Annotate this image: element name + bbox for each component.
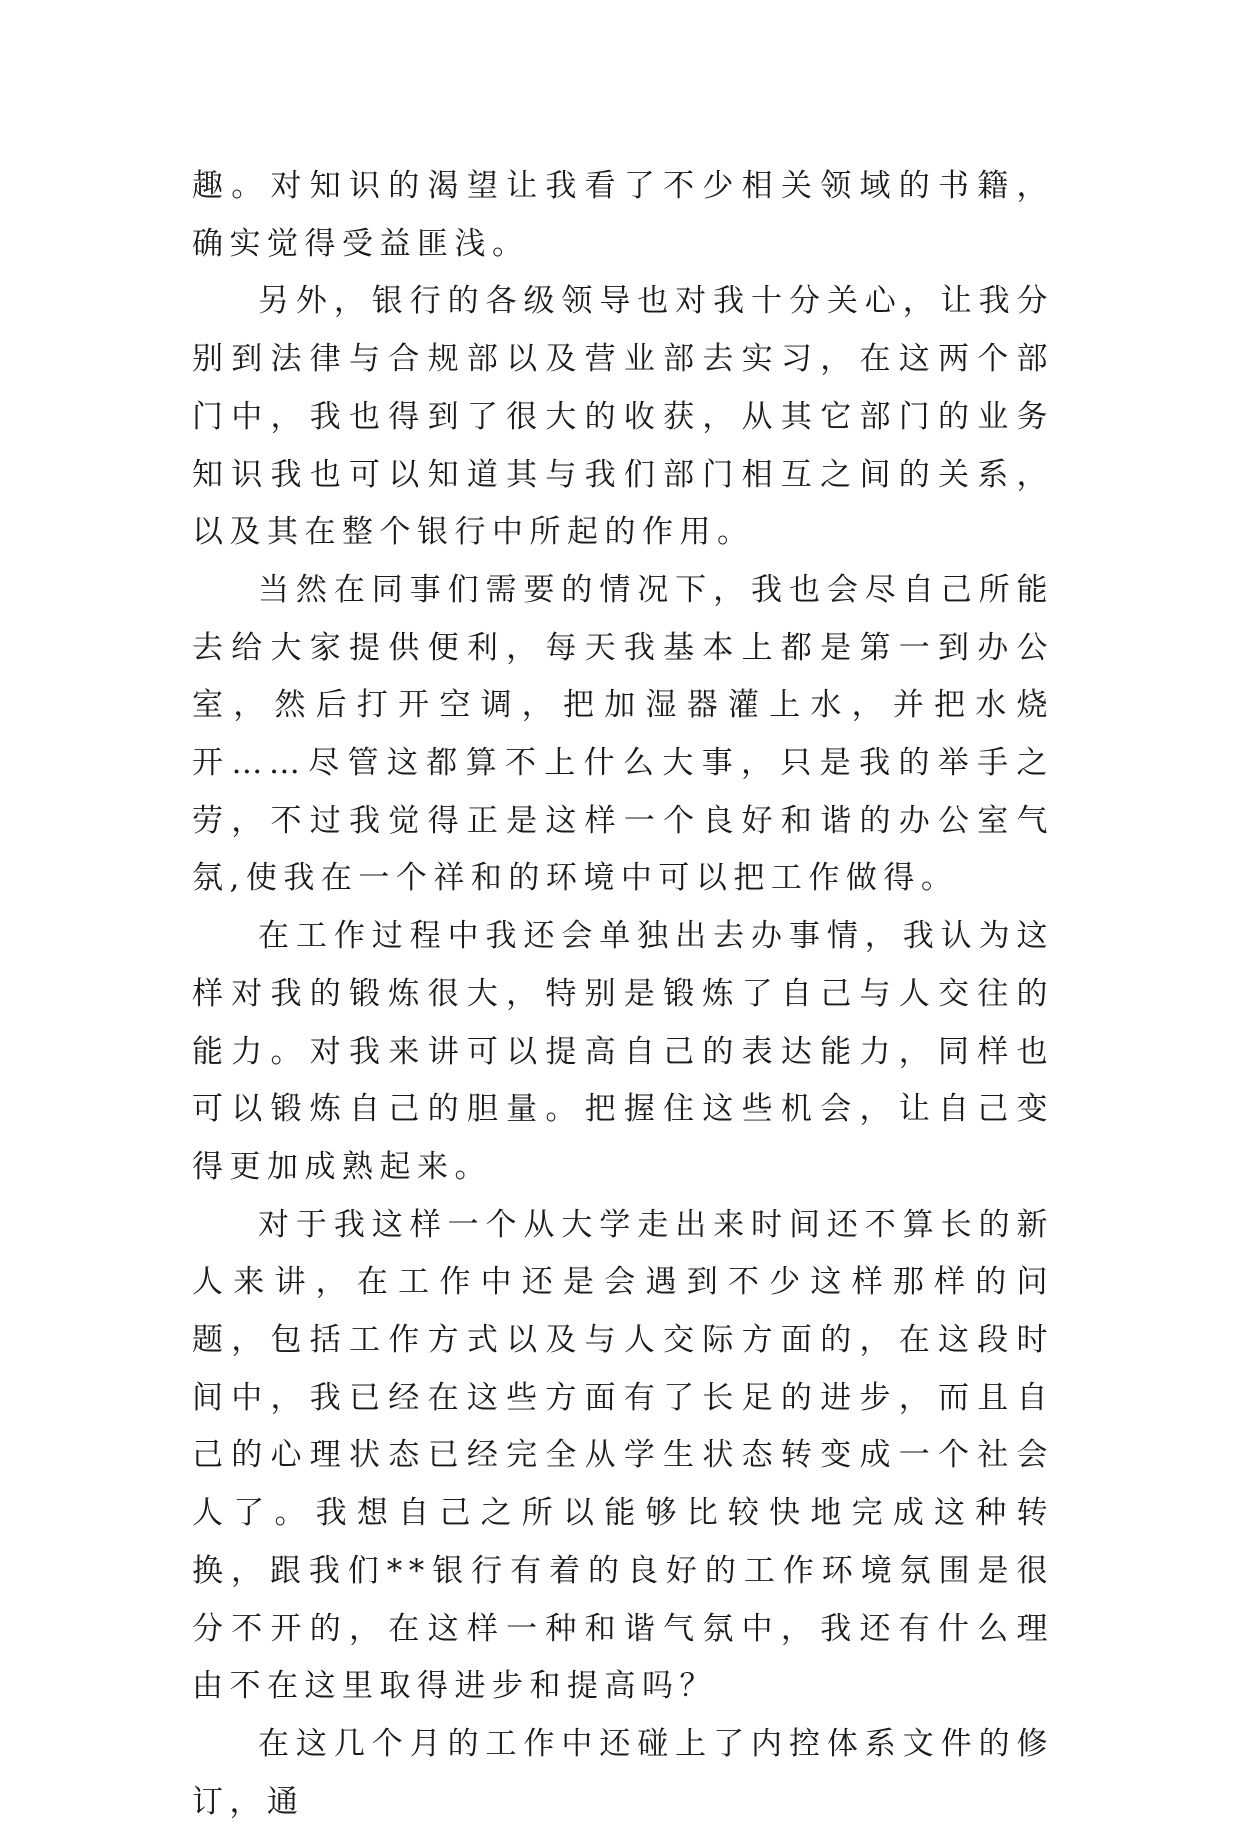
paragraph-2: 另外，银行的各级领导也对我十分关心，让我分别到法律与合规部以及营业部去实习，在这两个部门中，我也得到了很大的收获，从其它部门的业务知识我也可以知道其与我们部门相互之间的关系，以及其在整个银行中所起的作用。 (192, 283, 1054, 551)
paragraph-3: 当然在同事们需要的情况下，我也会尽自己所能去给大家提供便利，每天我基本上都是第一到办公室，然后打开空调，把加湿器灌上水，并把水烧开……尽管这都算不上什么大事，只是我的举手之劳，不过我觉得正是这样一个良好和谐的办公室气氛,使我在一个祥和的环境中可以把工作做得。 (192, 571, 1054, 897)
paragraph-6: 在这几个月的工作中还碰上了内控体系文件的修订，通 (192, 1725, 1054, 1820)
body-text (192, 158, 1054, 1831)
paragraph-4: 在工作过程中我还会单独出去办事情，我认为这样对我的锻炼很大，特别是锻炼了自己与人交往的能力。对我来讲可以提高自己的表达能力，同样也可以锻炼自己的胆量。把握住这些机会，让自己变得更加成熟起来。 (192, 918, 1054, 1185)
paragraph-5: 对于我这样一个从大学走出来时间还不算长的新人来讲，在工作中还是会遇到不少这样那样的问题，包括工作方式以及与人交际方面的，在这段时间中，我已经在这些方面有了长足的进步，而且自己的心理状态已经完全从学生状态转变成一个社会人了。我想自己之所以能够比较快地完成这种转换，跟我们**银行有着的良好的工作环境氛围是很分不开的，在这样一种和谐气氛中，我还有什么理由不在这里取得进步和提高吗？ (192, 1206, 1054, 1705)
paragraph-1: 趣。对知识的渴望让我看了不少相关领域的书籍，确实觉得受益匪浅。 (192, 168, 1054, 262)
